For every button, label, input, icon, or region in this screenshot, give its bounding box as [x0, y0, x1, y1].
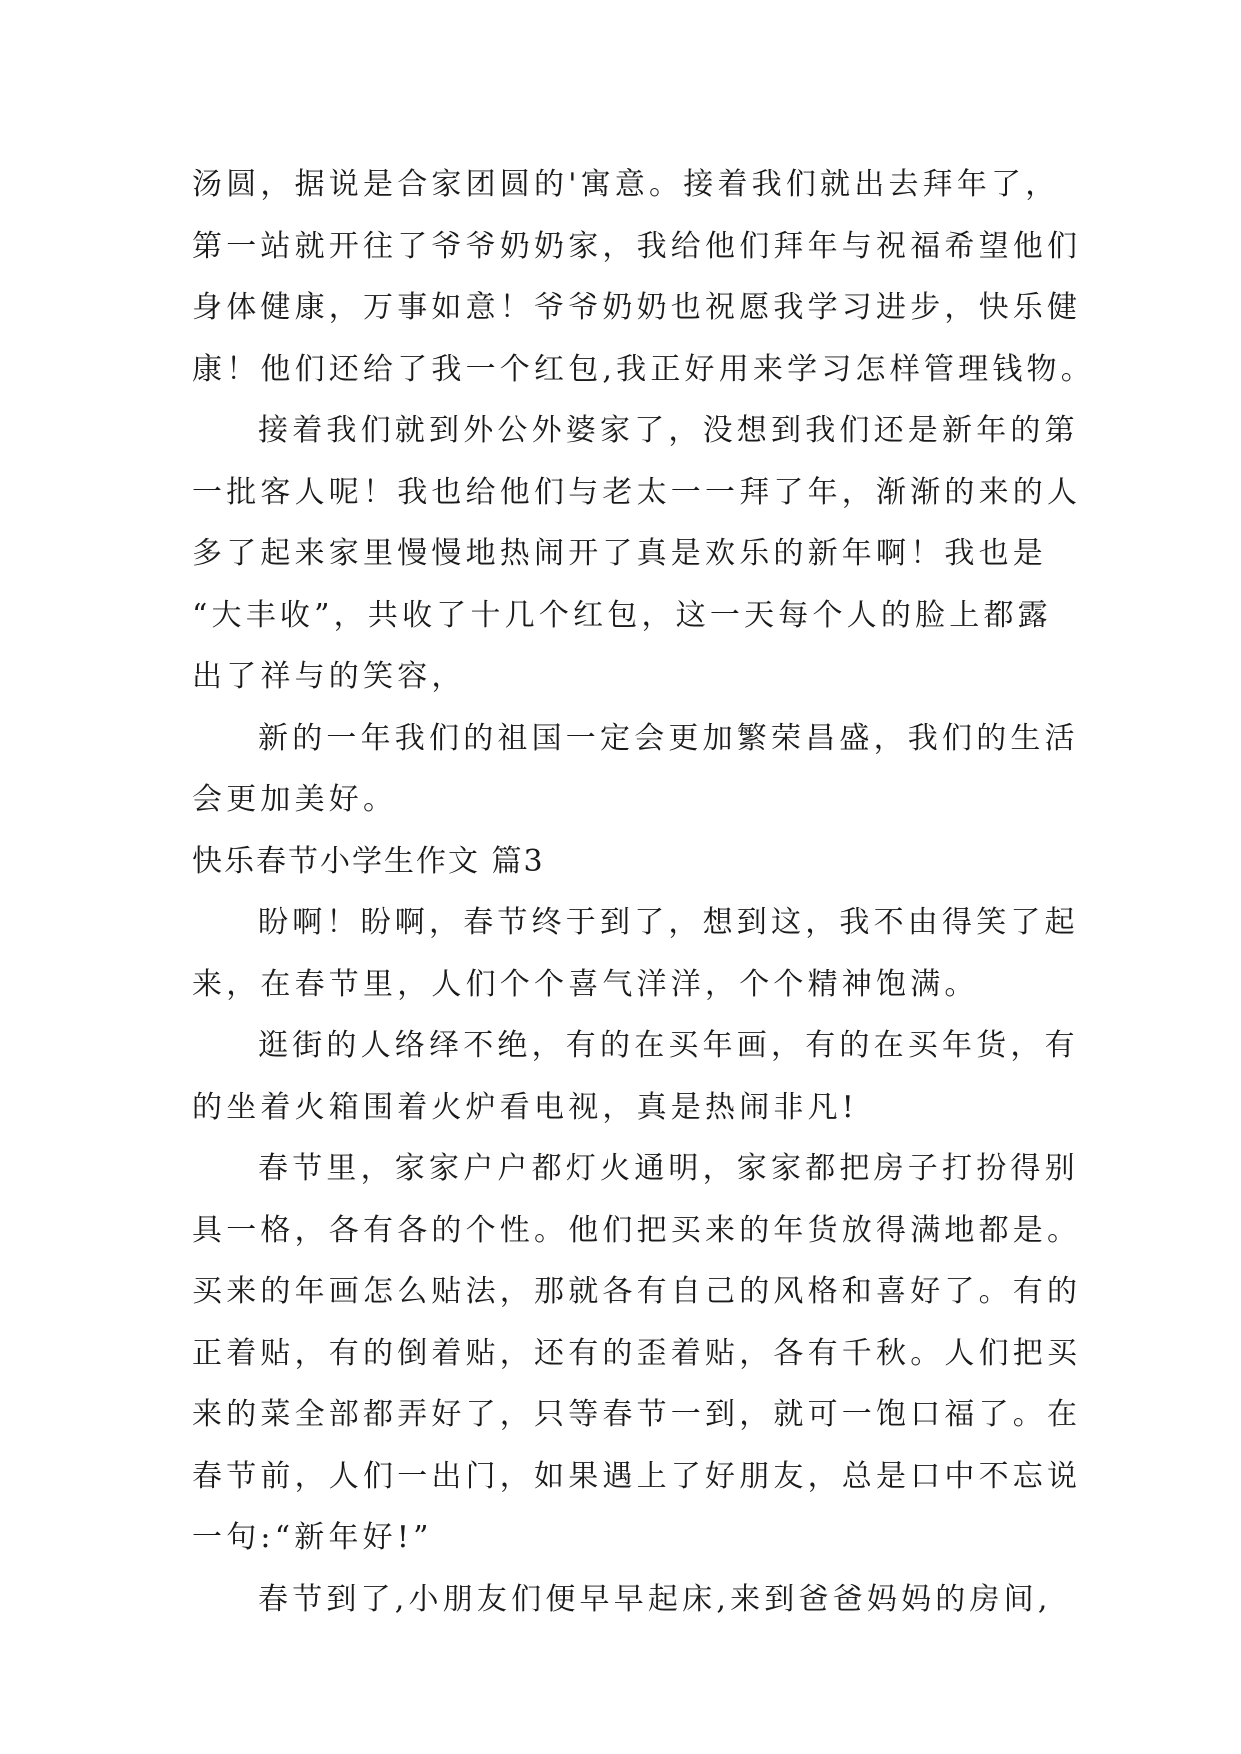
text-line: 多了起来家里慢慢地热闹开了真是欢乐的新年啊！我也是 — [192, 536, 1047, 571]
paragraph-first-line: 新的一年我们的祖国一定会更加繁荣昌盛，我们的生活 — [258, 720, 1079, 756]
paragraph-first-line: 春节到了,小朋友们便早早起床,来到爸爸妈妈的房间, — [258, 1581, 1052, 1617]
text-line: 第一站就开往了爷爷奶奶家，我给他们拜年与祝福希望他们 — [192, 228, 1082, 264]
text-line: 身体健康，万事如意！爷爷奶奶也祝愿我学习进步，快乐健 — [192, 290, 1082, 325]
document-body — [192, 154, 1095, 1630]
paragraph-first-line: 盼啊！盼啊，春节终于到了，想到这，我不由得笑了起 — [258, 905, 1079, 940]
text-line: “大丰收”，共收了十几个红包，这一天每个人的脸上都露 — [192, 597, 1052, 633]
text-line: 一句:“新年好!” — [192, 1520, 433, 1555]
paragraph-first-line: 春节里，家家户户都灯火通明，家家都把房子打扮得别 — [258, 1151, 1079, 1186]
text-line: 正着贴，有的倒着贴，还有的歪着贴，各有千秋。人们把买 — [192, 1335, 1082, 1371]
text-line: 春节前，人们一出门，如果遇上了好朋友，总是口中不忘说 — [192, 1458, 1082, 1494]
text-line: 一批客人呢！我也给他们与老太一一拜了年，渐渐的来的人 — [192, 474, 1082, 510]
text-line: 康！他们还给了我一个红包,我正好用来学习怎样管理钱物。 — [192, 351, 1095, 387]
text-line: 汤圆，据说是合家团圆的'寓意。接着我们就出去拜年了， — [192, 167, 1060, 202]
paragraph-first-line: 逛街的人络绎不绝，有的在买年画，有的在买年货，有 — [258, 1028, 1079, 1063]
text-line: 的坐着火箱围着火炉看电视，真是热闹非凡! — [192, 1089, 859, 1125]
text-line: 来的菜全部都弄好了，只等春节一到，就可一饱口福了。在 — [192, 1397, 1082, 1432]
text-line: 买来的年画怎么贴法，那就各有自己的风格和喜好了。有的 — [192, 1274, 1082, 1309]
section-heading: 快乐春节小学生作文 篇3 — [192, 843, 545, 879]
text-line: 会更加美好。 — [192, 782, 398, 817]
text-line: 来，在春节里，人们个个喜气洋洋，个个精神饱满。 — [192, 966, 979, 1002]
text-line: 出了祥与的笑容， — [192, 659, 466, 694]
paragraph-first-line: 接着我们就到外公外婆家了，没想到我们还是新年的第 — [258, 413, 1079, 448]
text-line: 具一格，各有各的个性。他们把买来的年货放得满地都是。 — [192, 1212, 1082, 1248]
